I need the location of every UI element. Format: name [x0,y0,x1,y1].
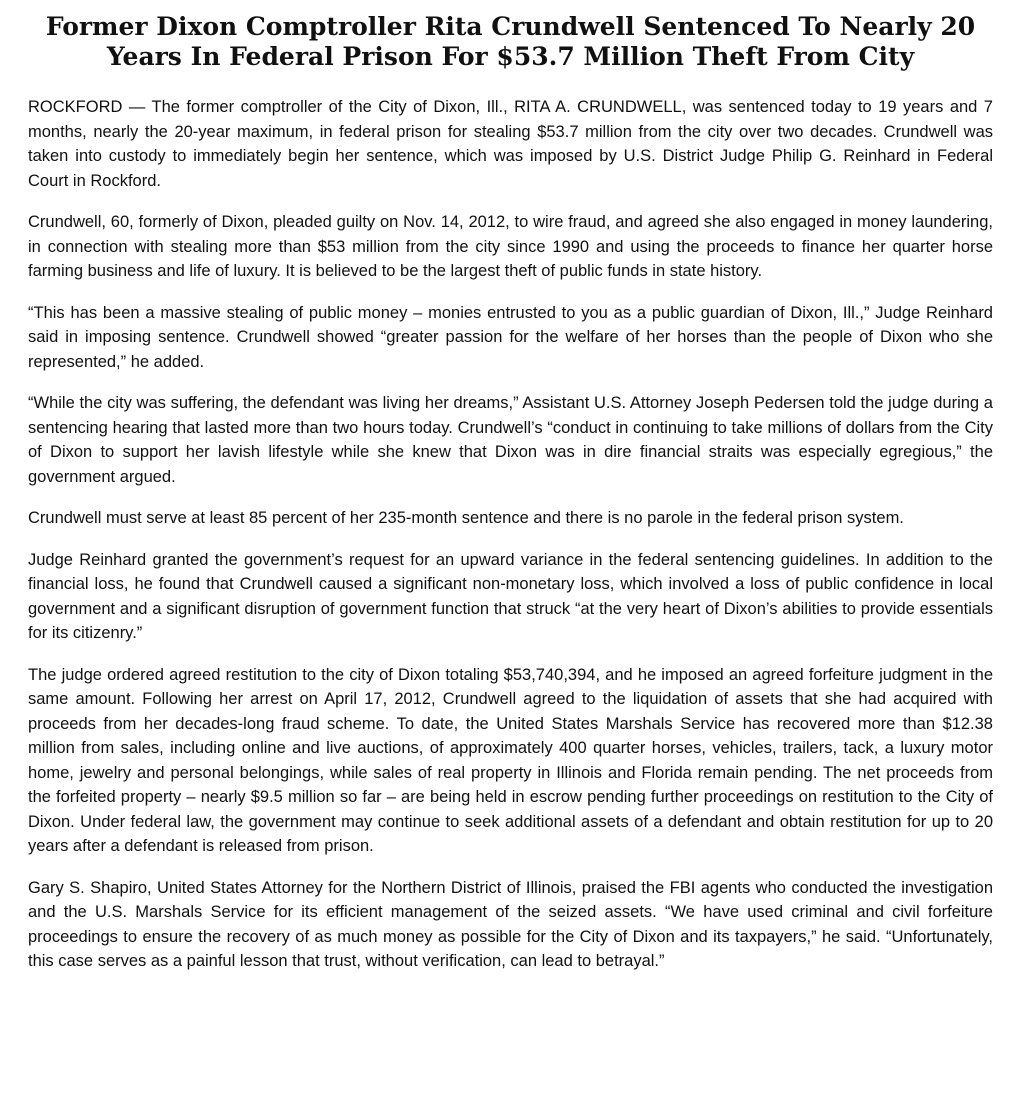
paragraph-upward-variance: Judge Reinhard granted the government’s request for an upward variance in the federal sentencing guidelines. In addition to the financial loss, he found that Crundwell caused a significant non-monetary loss, which involved a loss of public confidence in local government and a significant disruption of government function that struck “at the very heart of Dixon’s abilities to provide essentials for its citizenry.” [28,550,993,642]
article-headline: Former Dixon Comptroller Rita Crundwell Sentenced To Nearly 20 Years In Federal Prison For $53.7 Million Theft From City [45,12,976,71]
article [28,12,993,991]
paragraph-restitution: The judge ordered agreed restitution to the city of Dixon totaling $53,740,394, and he imposed an agreed forfeiture judgment in the same amount. Following her arrest on April 17, 2012, Crundwell agreed to the liquidation of assets that she had acquired with proceeds from her decades-long fraud scheme. To date, the United States Marshals Service has recovered more than $12.38 million from sales, including online and live auctions, of approximately 400 quarter horses, vehicles, trailers, tack, a luxury motor home, jewelry and personal belongings, while sales of real property in Illinois and Florida remain pending. The net proceeds from the forfeited property – nearly $9.5 million so far – are being held in escrow pending further proceedings on restitution to the City of Dixon. Under federal law, the government may continue to seek additional assets of a defendant and obtain restitution for up to 20 years after a defendant is released from prison. [28,665,993,855]
paragraph-guilty-plea: Crundwell, 60, formerly of Dixon, pleaded guilty on Nov. 14, 2012, to wire fraud, and agreed she also engaged in money laundering, in connection with stealing more than $53 million from the city since 1990 and using the proceeds to finance her quarter horse farming business and life of luxury. It is believed to be the largest theft of public funds in state history. [28,213,993,280]
paragraph-sentencing: ROCKFORD — The former comptroller of the City of Dixon, Ill., RITA A. CRUNDWELL, was sentenced today to 19 years and 7 months, nearly the 20-year maximum, in federal prison for stealing $53.7 million from the city over two decades. Crundwell was taken into custody to immediately begin her sentence, which was imposed by U.S. District Judge Philip G. Reinhard in Federal Court in Rockford. [28,98,993,190]
paragraph-parole: Crundwell must serve at least 85 percent of her 235-month sentence and there is no parole in the federal prison system. [28,509,904,527]
paragraph-judge-quote: “This has been a massive stealing of public money – monies entrusted to you as a public guardian of Dixon, Ill.,” Judge Reinhard said in imposing sentence. Crundwell showed “greater passion for the welfare of her horses than the people of Dixon who she represented,” he added. [28,303,993,371]
paragraph-prosecutor-quote: “While the city was suffering, the defendant was living her dreams,” Assistant U.S. Attorney Joseph Pedersen told the judge during a sentencing hearing that lasted more than two hours today. Crundwell’s “conduct in continuing to take millions of dollars from the City of Dixon to support her lavish lifestyle while she knew that Dixon was in dire financial straits was especially egregious,” the government argued. [28,394,993,486]
paragraph-us-attorney-statement: Gary S. Shapiro, United States Attorney for the Northern District of Illinois, praised the FBI agents who conducted the investigation and the U.S. Marshals Service for its efficient management of the seized assets. “We have used criminal and civil forfeiture proceedings to ensure the recovery of as much money as possible for the City of Dixon and its taxpayers,” he said. “Unfortunately, this case serves as a painful lesson that trust, without verification, can lead to betrayal.” [28,878,993,970]
